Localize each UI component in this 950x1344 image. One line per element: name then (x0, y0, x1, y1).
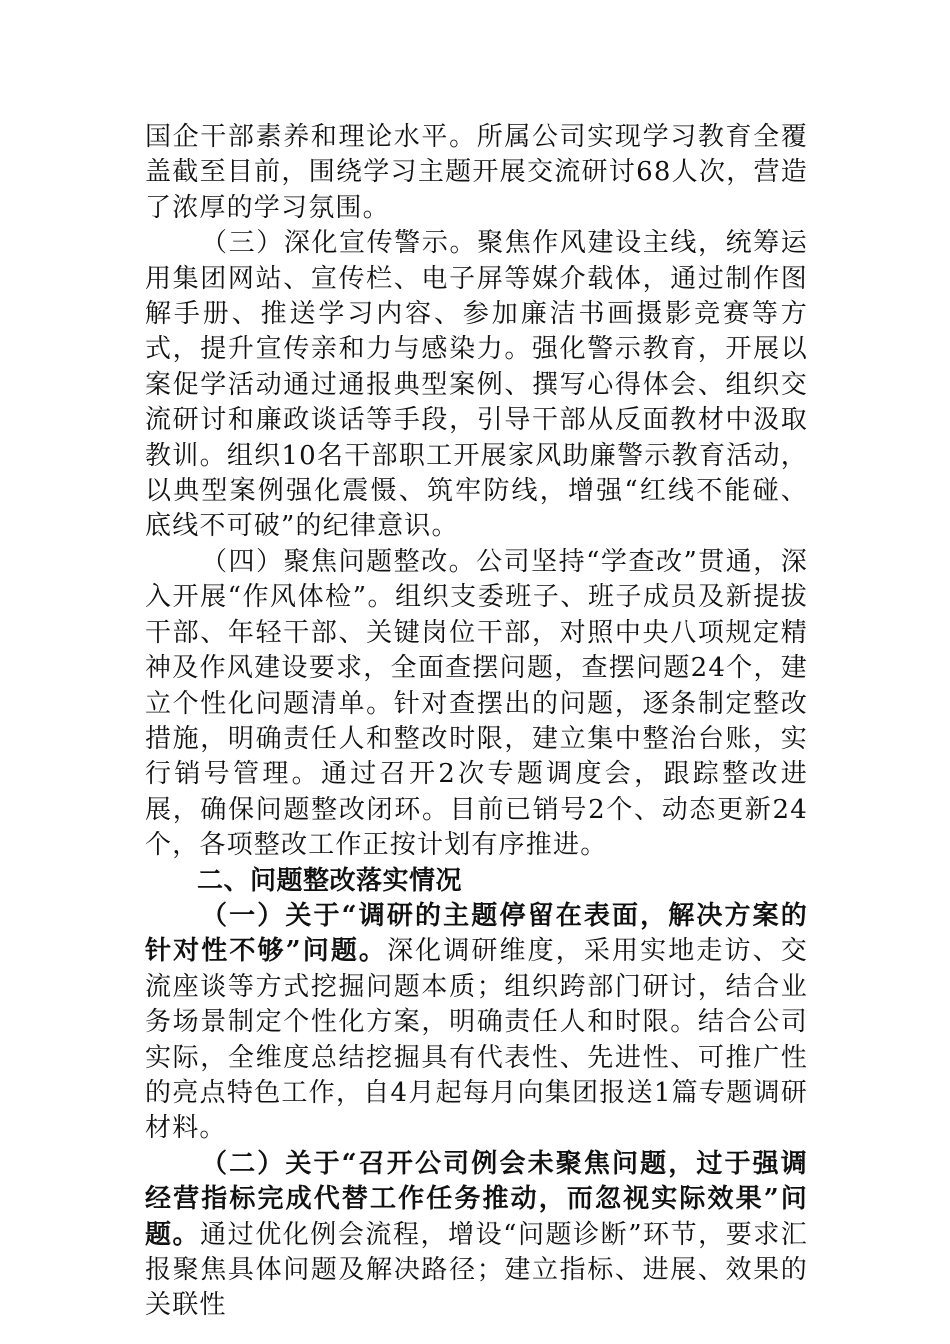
paragraph-text: 聚焦作风建设主线，统筹运用集团网站、宣传栏、电子屏等媒介载体，通过制作图解手册、推送学习内容、参加廉洁书画摄影竞赛等方式，提升宣传亲和力与感染力。强化警示教育，开展以案促学活动通过通报典型案例、撰写心得体会、组织交流研讨和廉政谈话等手段，引导干部从反面教材中汲取教训。组织10名干部职工开展家风助廉警示教育活动，以典型案例强化震慑、筑牢防线，增强“红线不能碰、底线不可破”的纪律意识。 (145, 228, 808, 542)
paragraph-text: 公司坚持“学查改”贯通，深入开展“作风体检”。组织支委班子、班子成员及新提拔干部、年轻干部、关键岗位干部，对照中央八项规定精神及作风建设要求，全面查摆问题，查摆问题24个，建立个性化问题清单。针对查摆出的问题，逐条制定整改措施，明确责任人和整改时限，建立集中整治台账，实行销号管理。通过召开2次专题调度会，跟踪整改进展，确保问题整改闭环。目前已销号2个、动态更新24个，各项整改工作正按计划有序推进。 (145, 546, 808, 861)
section-lead: （四）聚焦问题整改。 (201, 546, 477, 577)
issue-title: （一）关于“调研的主题停留在表面，解决方案的针对性不够”问题。 (145, 900, 808, 967)
document-body (145, 120, 808, 1324)
issue-title: （二）关于“召开公司例会未聚焦问题，过于强调经营指标完成代替工作任务推动，而忽视实际效果”问题。 (145, 1148, 808, 1250)
paragraph-text: 通过优化例会流程，增设“问题诊断”环节，要求汇报聚焦具体问题及解决路径；建立指标、进展、效果的关联性 (145, 1219, 808, 1321)
section-heading: 二、问题整改落实情况 (197, 865, 463, 896)
paragraph-continuation (145, 120, 808, 226)
paragraph-section-3 (145, 226, 808, 545)
paragraph-section-4 (145, 545, 808, 864)
paragraph-issue-2 (145, 1147, 808, 1324)
paragraph-issue-1 (145, 899, 808, 1147)
paragraph-text: 国企干部素养和理论水平。所属公司实现学习教育全覆盖截至目前，围绕学习主题开展交流研讨68人次，营造了浓厚的学习氛围。 (145, 122, 808, 223)
paragraph-text: 深化调研维度，采用实地走访、交流座谈等方式挖掘问题本质；组织跨部门研讨，结合业务场景制定个性化方案，明确责任人和时限。结合公司实际，全维度总结挖掘具有代表性、先进性、可推广性的亮点特色工作，自4月起每月向集团报送1篇专题调研材料。 (145, 936, 808, 1144)
section-lead: （三）深化宣传警示。 (201, 228, 478, 259)
